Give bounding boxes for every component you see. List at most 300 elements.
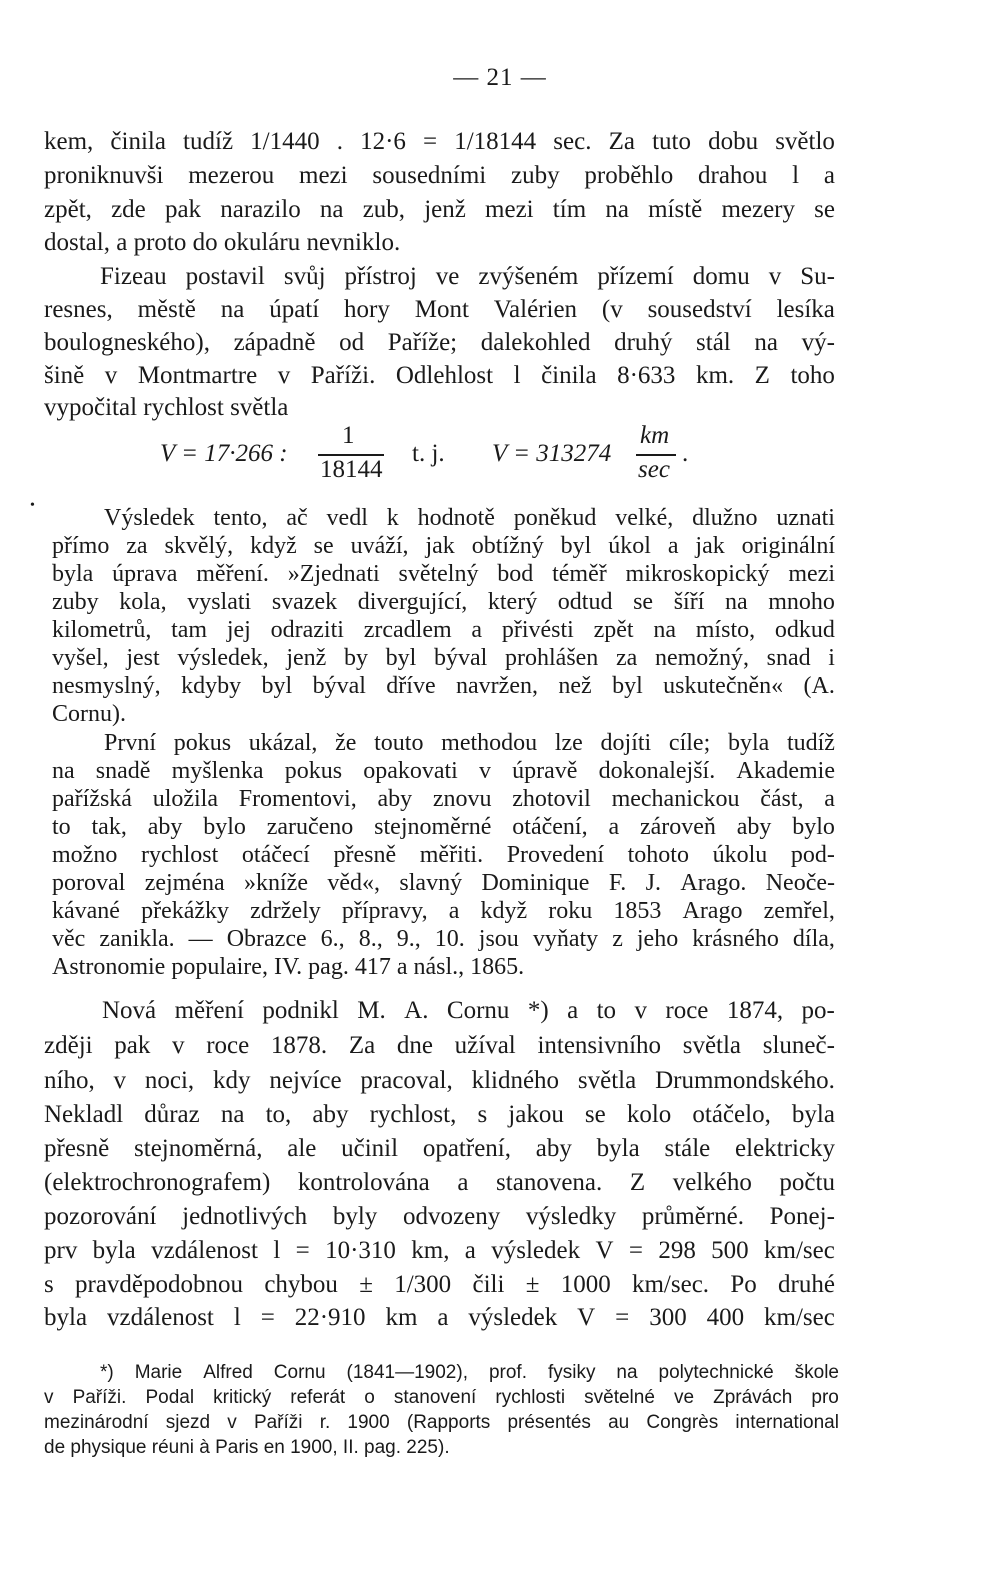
word: noci, — [144, 1067, 195, 1094]
word: jej — [226, 617, 251, 643]
word: snadě — [95, 758, 151, 784]
word: postavil — [185, 263, 265, 290]
word: Paříži — [253, 1412, 303, 1433]
word: uskutečněn« — [663, 673, 784, 699]
word: originální — [741, 533, 835, 559]
text-line — [44, 127, 835, 157]
word: *) — [100, 1362, 114, 1383]
page-number: — 21 — — [453, 64, 547, 91]
word: aby — [535, 1135, 572, 1162]
word: l — [792, 162, 800, 189]
word: pak — [164, 196, 202, 223]
text-line — [44, 1031, 835, 1061]
word: byla — [596, 1135, 640, 1162]
word: stejnoměrná, — [134, 1135, 263, 1162]
word: škole — [794, 1362, 839, 1383]
word: byly — [332, 1203, 378, 1230]
word: na — [220, 296, 245, 323]
footnote-line — [100, 1361, 839, 1385]
word: a — [567, 997, 579, 1024]
text-line — [104, 503, 835, 533]
fraction-numerator: 1 — [342, 422, 355, 449]
word: nesmyslný, — [52, 673, 161, 699]
word: ± — [525, 1271, 540, 1298]
word: tím — [552, 196, 587, 223]
word: Cornu — [446, 997, 510, 1024]
word: *) — [527, 997, 549, 1024]
word: 6., — [320, 926, 345, 952]
word: mezi — [299, 162, 348, 189]
word: v — [227, 1412, 237, 1433]
word: mezerou — [188, 162, 275, 189]
text-line — [104, 728, 835, 758]
text-line: vypočital rychlost světla — [44, 394, 289, 421]
word: mezi — [485, 196, 534, 223]
word: zanikla. — [99, 926, 175, 952]
word: sjezd — [165, 1412, 211, 1433]
word: světlo — [775, 128, 835, 155]
word: druhý — [614, 329, 673, 356]
word: jsou — [478, 926, 519, 952]
word: mikroskopický — [625, 561, 770, 587]
word: toho — [790, 362, 835, 389]
word: 1874, — [726, 997, 784, 1024]
word: se — [584, 1101, 606, 1128]
word: a — [448, 898, 460, 924]
word: (Rapports — [406, 1412, 491, 1433]
word: jenž — [286, 645, 327, 671]
word: učinil — [341, 1135, 399, 1162]
word: kontrolována — [297, 1169, 430, 1196]
word: Alfred — [203, 1362, 253, 1383]
word: zději — [44, 1032, 93, 1059]
word: vyňaty — [532, 926, 599, 952]
word: západně — [233, 329, 316, 356]
word: v — [44, 1387, 54, 1408]
word: myšlenka — [171, 758, 264, 784]
word: dokonalejší. — [598, 758, 716, 784]
word: zuby — [511, 162, 560, 189]
word: měření. — [196, 561, 269, 587]
word: = — [628, 1237, 643, 1264]
word: 10. — [434, 926, 465, 952]
word: jest — [126, 645, 160, 671]
word: tuto — [652, 128, 691, 155]
text-line — [52, 531, 835, 561]
text-line — [52, 587, 835, 617]
word: sec. — [553, 128, 592, 155]
word: místo, — [695, 617, 756, 643]
word: rychlost — [140, 842, 219, 868]
word: poroval — [52, 870, 126, 896]
word: výsledek, — [177, 645, 269, 671]
word: rychlost, — [369, 1101, 457, 1128]
text-line — [44, 1066, 835, 1096]
word: a — [437, 1304, 449, 1331]
word: počtu — [779, 1169, 835, 1196]
word: referát — [290, 1387, 346, 1408]
word: otáčení, — [512, 814, 588, 840]
word: zhotovil — [512, 786, 591, 812]
word: přesně — [333, 842, 397, 868]
word: odkud — [774, 617, 835, 643]
word: 1/300 — [394, 1271, 452, 1298]
word: pokus — [284, 758, 343, 784]
word: international — [735, 1412, 839, 1433]
word: na — [724, 589, 748, 615]
word: šině — [44, 362, 85, 389]
word: než — [558, 673, 592, 699]
word: narazilo — [220, 196, 301, 223]
word: lze — [554, 730, 583, 756]
word: průměrné. — [641, 1203, 744, 1230]
word: tam — [171, 617, 208, 643]
word: Paříži. — [72, 1387, 127, 1408]
word: za — [615, 645, 638, 671]
word: díla, — [792, 926, 835, 952]
word: na — [754, 329, 778, 356]
word: užíval — [454, 1032, 516, 1059]
word: a — [824, 786, 835, 812]
word: kávané — [52, 898, 120, 924]
word: resnes, — [44, 296, 113, 323]
word: aby — [377, 786, 413, 812]
word: 10·310 — [325, 1237, 396, 1264]
word: činila — [110, 128, 166, 155]
word: byl — [560, 533, 592, 559]
word: světla — [577, 1067, 637, 1094]
word: Odlehlost — [395, 362, 494, 389]
word: to, — [265, 1101, 292, 1128]
fraction-denominator: 18144 — [320, 456, 383, 483]
word: 8·633 — [617, 362, 676, 389]
word: stanovena. — [496, 1169, 603, 1196]
word: roce — [206, 1032, 250, 1059]
word: Obrazce — [226, 926, 307, 952]
formula-end: . — [682, 440, 689, 467]
word: přesně — [44, 1135, 110, 1162]
text-line — [52, 615, 835, 645]
word: (v — [601, 296, 623, 323]
word: svazek — [271, 589, 338, 615]
word: prof. — [488, 1362, 527, 1383]
word: aby — [312, 1101, 349, 1128]
word: zejména — [144, 870, 225, 896]
footnote-line: de physique réuni à Paris en 1900, II. pag. 225). — [44, 1437, 450, 1458]
word: k — [386, 505, 399, 531]
word: intensivního — [537, 1032, 662, 1059]
word: mezi — [788, 561, 835, 587]
word: Ponej- — [769, 1203, 835, 1230]
word: km/sec — [764, 1237, 835, 1264]
word: 8., — [358, 926, 383, 952]
word: zaručeno — [266, 814, 354, 840]
word: ve — [673, 1387, 695, 1408]
word: ukázal, — [248, 730, 318, 756]
word: s — [44, 1271, 54, 1298]
word: uváží, — [350, 533, 409, 559]
word: vyšel, — [52, 645, 109, 671]
word: za — [126, 533, 148, 559]
word: = — [615, 1304, 630, 1331]
word: výsledek — [468, 1304, 558, 1331]
word: pracoval, — [360, 1067, 453, 1094]
word: byla — [727, 730, 770, 756]
word: jenž — [424, 196, 466, 223]
text-line — [44, 1100, 835, 1130]
word: 1/1440 — [250, 128, 320, 155]
word: čili — [472, 1271, 505, 1298]
word: na — [653, 617, 676, 643]
word: Akademie — [736, 758, 835, 784]
word: tento, — [213, 505, 268, 531]
word: Fizeau — [100, 263, 167, 290]
word: 1/18144 — [454, 128, 537, 155]
word: kritický — [213, 1387, 272, 1408]
word: zpět, — [44, 196, 92, 223]
word: zuby — [52, 589, 99, 615]
word: l — [513, 362, 521, 389]
word: Po — [730, 1271, 757, 1298]
word: odraziti — [270, 617, 344, 643]
text-line — [52, 756, 835, 786]
word: úprava — [112, 561, 178, 587]
word: v — [634, 997, 647, 1024]
word: km/sec — [764, 1304, 835, 1331]
text-line: Cornu). — [52, 701, 126, 727]
word: Montmartre — [137, 362, 258, 389]
text-line: Astronomie populaire, IV. pag. 417 a násl., 1865. — [52, 954, 525, 980]
word: km/sec. — [631, 1271, 710, 1298]
text-line — [52, 840, 835, 870]
word: na — [616, 1362, 638, 1383]
word: znovu — [432, 786, 492, 812]
word: Arago — [682, 898, 743, 924]
footnote-line — [44, 1411, 839, 1435]
word: zde — [111, 196, 146, 223]
word: F. — [608, 870, 627, 896]
word: proběhlo — [584, 162, 674, 189]
word: mezery — [721, 196, 795, 223]
word: byl — [612, 673, 643, 699]
word: »kníže — [244, 870, 308, 896]
word: kolo — [626, 1101, 672, 1128]
word: na — [220, 1101, 245, 1128]
word: ač — [286, 505, 308, 531]
word: Provedení — [506, 842, 605, 868]
word: měření — [174, 997, 244, 1024]
word: dobu — [708, 128, 759, 155]
word: velkého — [672, 1169, 752, 1196]
word: bylo — [792, 814, 835, 840]
word: jak — [425, 533, 455, 559]
word: V — [577, 1304, 596, 1331]
word: uložila — [152, 786, 218, 812]
word: když — [480, 898, 528, 924]
word: stejnoměrné — [374, 814, 492, 840]
margin-dot: • — [30, 498, 35, 513]
text-line — [52, 896, 835, 926]
text-line — [44, 1303, 835, 1333]
velocity-formula — [160, 420, 720, 490]
word: »Zjednati — [287, 561, 380, 587]
word: byl — [261, 673, 293, 699]
word: přístroj — [344, 263, 417, 290]
word: světelné — [584, 1387, 655, 1408]
word: methodou — [441, 730, 538, 756]
word: cíle; — [668, 730, 711, 756]
word: byla — [44, 1304, 88, 1331]
text-line — [44, 161, 835, 191]
word: na — [605, 196, 629, 223]
text-line — [52, 559, 835, 589]
text-line — [44, 1270, 835, 1300]
word: Drummondského. — [655, 1067, 835, 1094]
word: touto — [374, 730, 424, 756]
word: Podal — [145, 1387, 195, 1408]
word: tudíž — [786, 730, 835, 756]
word: a — [823, 162, 835, 189]
word: to — [52, 814, 71, 840]
word: úkolu — [712, 842, 768, 868]
word: Congrès — [646, 1412, 719, 1433]
word: druhé — [778, 1271, 835, 1298]
word: aby — [736, 814, 772, 840]
word: opatření, — [422, 1135, 511, 1162]
word: navržen, — [456, 673, 538, 699]
word: 400 — [706, 1304, 745, 1331]
word: i — [828, 645, 835, 671]
word: pak — [114, 1032, 151, 1059]
word: První — [104, 730, 157, 756]
text-line — [52, 643, 835, 673]
text-line — [102, 996, 835, 1026]
word: J. — [645, 870, 661, 896]
word: sousedství — [647, 296, 752, 323]
word: opakovati — [363, 758, 458, 784]
word: = — [260, 1304, 275, 1331]
text-line: dostal, a proto do okuláru nevniklo. — [44, 229, 401, 256]
text-line — [44, 1236, 835, 1266]
word: Neoče- — [765, 870, 835, 896]
text-line — [52, 671, 835, 701]
unit-denominator: sec — [638, 456, 670, 483]
word: slavný — [399, 870, 463, 896]
text-line — [44, 195, 835, 225]
word: se — [633, 589, 654, 615]
word: Fromentovi, — [238, 786, 357, 812]
word: 9., — [396, 926, 421, 952]
word: ± — [359, 1271, 373, 1298]
word: Paříže; — [387, 329, 458, 356]
word: zdržely — [250, 898, 321, 924]
word: odtud — [557, 589, 613, 615]
text-line — [44, 361, 835, 391]
word: chybou — [264, 1271, 338, 1298]
word: vyslati — [187, 589, 252, 615]
word: pozorování — [44, 1203, 157, 1230]
formula-rhs: V = 313274 — [492, 440, 612, 467]
word: otáčelo, — [692, 1101, 771, 1128]
text-line — [52, 868, 835, 898]
word: nemožný, — [654, 645, 749, 671]
word: jakou — [508, 1101, 564, 1128]
word: pro — [811, 1387, 839, 1408]
word: r. — [319, 1412, 331, 1433]
word: po- — [801, 997, 835, 1024]
word: Z — [754, 362, 770, 389]
word: zpět — [593, 617, 634, 643]
word: Z — [629, 1169, 646, 1196]
word: v — [478, 758, 491, 784]
word: že — [335, 730, 357, 756]
text-line — [52, 784, 835, 814]
word: kem, — [44, 128, 94, 155]
word: úpravě — [512, 758, 578, 784]
word: Valérien — [493, 296, 578, 323]
word: šíří — [673, 589, 705, 615]
word: městě — [137, 296, 196, 323]
word: kdyby — [181, 673, 242, 699]
word: M. — [357, 997, 386, 1024]
word: 12·6 — [360, 128, 406, 155]
word: 300 — [649, 1304, 687, 1331]
word: domu — [692, 263, 750, 290]
word: Nová — [102, 997, 157, 1024]
word: přípravy, — [341, 898, 428, 924]
word: stál — [696, 329, 731, 356]
word: drahou — [698, 162, 768, 189]
word: Su- — [800, 263, 835, 290]
word: byla — [92, 1237, 136, 1264]
word: se — [313, 533, 334, 559]
word: 500 — [711, 1237, 749, 1264]
word: dne — [396, 1032, 433, 1059]
word: 1900 — [347, 1412, 390, 1433]
word: dalekohled — [480, 329, 591, 356]
word: velké, — [615, 505, 674, 531]
word: z — [612, 926, 623, 952]
word: ního, — [44, 1067, 95, 1094]
word: fysiky — [547, 1362, 596, 1383]
word: Marie — [134, 1362, 183, 1383]
word: proniknuvši — [44, 162, 164, 189]
word: — — [188, 926, 213, 952]
word: byla — [791, 1101, 835, 1128]
word: Za — [348, 1032, 376, 1059]
word: zrcadlem — [363, 617, 452, 643]
text-line — [52, 812, 835, 842]
word: Za — [608, 128, 635, 155]
word: 1878. — [270, 1032, 328, 1059]
word: . — [336, 128, 343, 155]
word: pravděpodobnou — [75, 1271, 244, 1298]
word: býval — [434, 645, 488, 671]
word: sousedními — [372, 162, 487, 189]
word: stanovení — [393, 1387, 477, 1408]
word: dojíti — [600, 730, 652, 756]
word: pařížská — [52, 786, 132, 812]
word: uznati — [776, 505, 835, 531]
word: stále — [664, 1135, 711, 1162]
word: úkol — [608, 533, 651, 559]
word: lesíka — [776, 296, 835, 323]
word: v — [277, 362, 291, 389]
text-line — [44, 328, 835, 358]
word: Mont — [414, 296, 469, 323]
word: kilometrů, — [52, 617, 152, 643]
word: zemřel, — [763, 898, 835, 924]
